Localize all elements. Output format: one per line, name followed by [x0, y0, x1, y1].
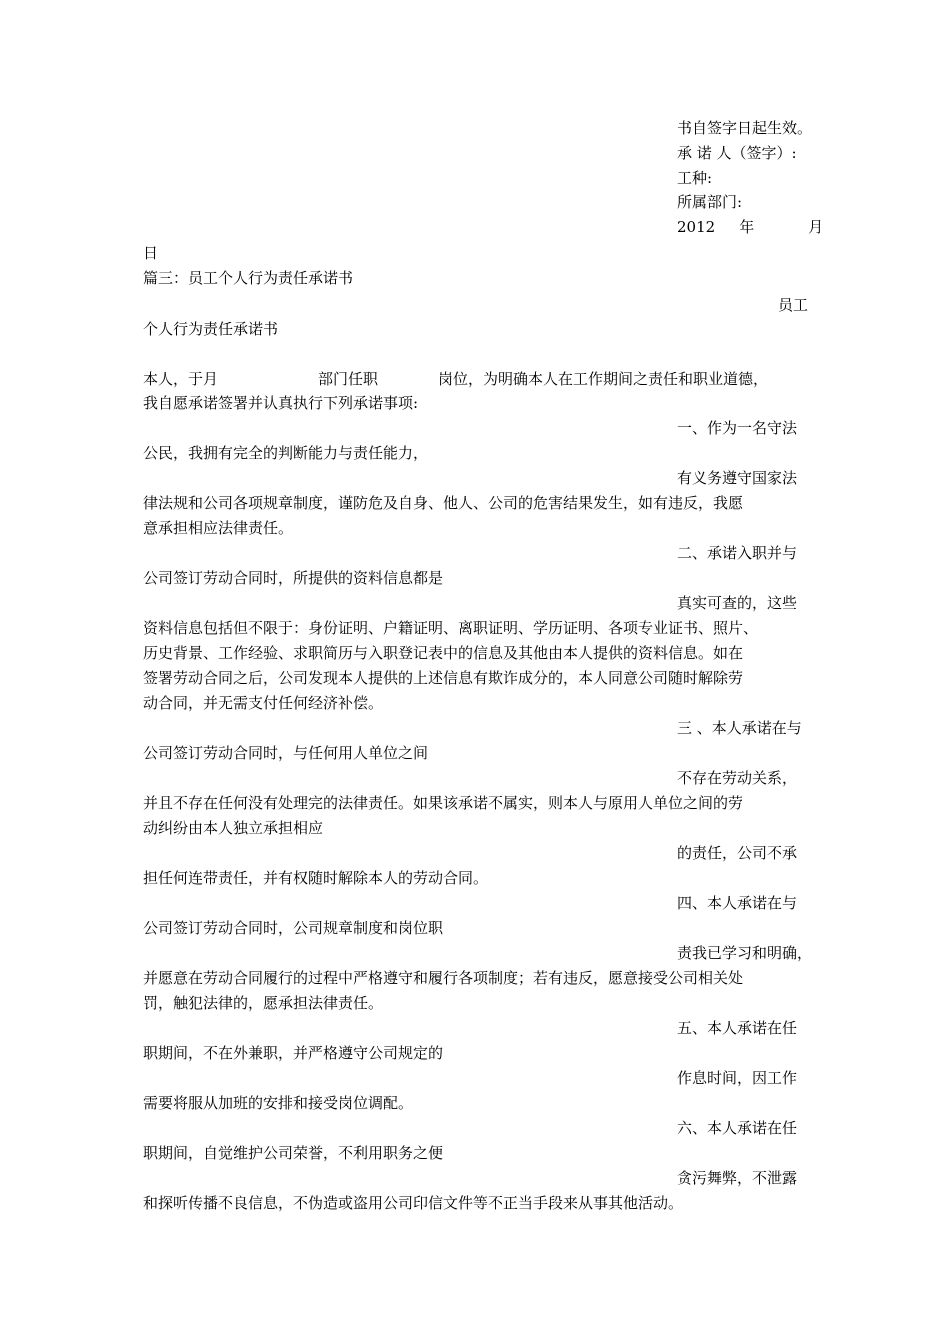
body-line: 的责任，公司不承 — [677, 844, 798, 862]
body-line: 真实可查的，这些 — [677, 594, 798, 612]
doc-title-part1: 员工 — [778, 296, 809, 314]
intro-seg-2: 部门任职 — [318, 370, 379, 388]
job-type-line: 工种: — [677, 169, 713, 187]
body-line: 职期间，自觉维护公司荣誉，不利用职务之便 — [143, 1144, 444, 1162]
intro-seg-3: 岗位，为明确本人在工作期间之责任和职业道德， — [438, 370, 769, 388]
department-line: 所属部门: — [677, 193, 743, 211]
body-line: 贪污舞弊，不泄露 — [677, 1169, 798, 1187]
body-line: 公司签订劳动合同时，所提供的资料信息都是 — [143, 569, 444, 587]
body-line: 公司签订劳动合同时，公司规章制度和岗位职 — [143, 919, 444, 937]
body-line: 律法规和公司各项规章制度，谨防危及自身、他人、公司的危害结果发生，如有违反，我愿 — [143, 494, 744, 512]
body-line: 动合同，并无需支付任何经济补偿。 — [143, 694, 384, 712]
effective-clause: 书自签字日起生效。 — [677, 119, 813, 137]
body-line: 历史背景、工作经验、求职简历与入职登记表中的信息及其他由本人提供的资料信息。如在 — [143, 644, 744, 662]
body-line: 和探听传播不良信息，不伪造或盗用公司印信文件等不正当手段来从事其他活动。 — [143, 1194, 684, 1212]
body-line: 动纠纷由本人独立承担相应 — [143, 819, 324, 837]
body-line: 需要将服从加班的安排和接受岗位调配。 — [143, 1094, 414, 1112]
body-line: 罚，触犯法律的，愿承担法律责任。 — [143, 994, 384, 1012]
date-year-unit: 年 — [739, 218, 755, 236]
body-line: 职期间，不在外兼职，并严格遵守公司规定的 — [143, 1044, 444, 1062]
intro-line-1 — [143, 368, 768, 391]
date-day-unit: 日 — [143, 244, 159, 262]
clause-2-heading: 二、承诺入职并与 — [677, 544, 798, 562]
date-month-unit: 月 — [808, 218, 824, 236]
body-line: 作息时间，因工作 — [677, 1069, 798, 1087]
clause-3-heading: 三 、本人承诺在与 — [677, 719, 802, 737]
body-line: 有义务遵守国家法 — [677, 469, 798, 487]
intro-seg-1: 本人，于月 — [143, 370, 219, 388]
body-line: 资料信息包括但不限于：身份证明、户籍证明、离职证明、学历证明、各项专业证书、照片、 — [143, 619, 759, 637]
body-line: 意承担相应法律责任。 — [143, 519, 294, 537]
signer-line: 承 诺 人（签字）: — [677, 144, 797, 162]
clause-4-heading: 四、本人承诺在与 — [677, 894, 798, 912]
body-line: 公民，我拥有完全的判断能力与责任能力， — [143, 444, 429, 462]
clause-1-heading: 一、作为一名守法 — [677, 419, 798, 437]
body-line: 并且不存在任何没有处理完的法律责任。如果该承诺不属实，则本人与原用人单位之间的劳 — [143, 794, 744, 812]
clause-6-heading: 六、本人承诺在任 — [677, 1119, 798, 1137]
date-line — [677, 216, 823, 239]
body-line: 签署劳动合同之后，公司发现本人提供的上述信息有欺诈成分的，本人同意公司随时解除劳 — [143, 669, 744, 687]
body-line: 不存在劳动关系， — [677, 769, 798, 787]
date-year: 2012 — [677, 218, 716, 236]
body-line: 担任何连带责任，并有权随时解除本人的劳动合同。 — [143, 869, 489, 887]
intro-line-2: 我自愿承诺签署并认真执行下列承诺事项: — [143, 394, 419, 412]
body-line: 并愿意在劳动合同履行的过程中严格遵守和履行各项制度；若有违反，愿意接受公司相关处 — [143, 969, 744, 987]
body-line: 公司签订劳动合同时，与任何用人单位之间 — [143, 744, 429, 762]
body-line: 责我已学习和明确， — [677, 944, 813, 962]
doc-title-part2: 个人行为责任承诺书 — [143, 320, 279, 338]
clause-5-heading: 五、本人承诺在任 — [677, 1019, 798, 1037]
section-heading: 篇三：员工个人行为责任承诺书 — [143, 269, 354, 287]
